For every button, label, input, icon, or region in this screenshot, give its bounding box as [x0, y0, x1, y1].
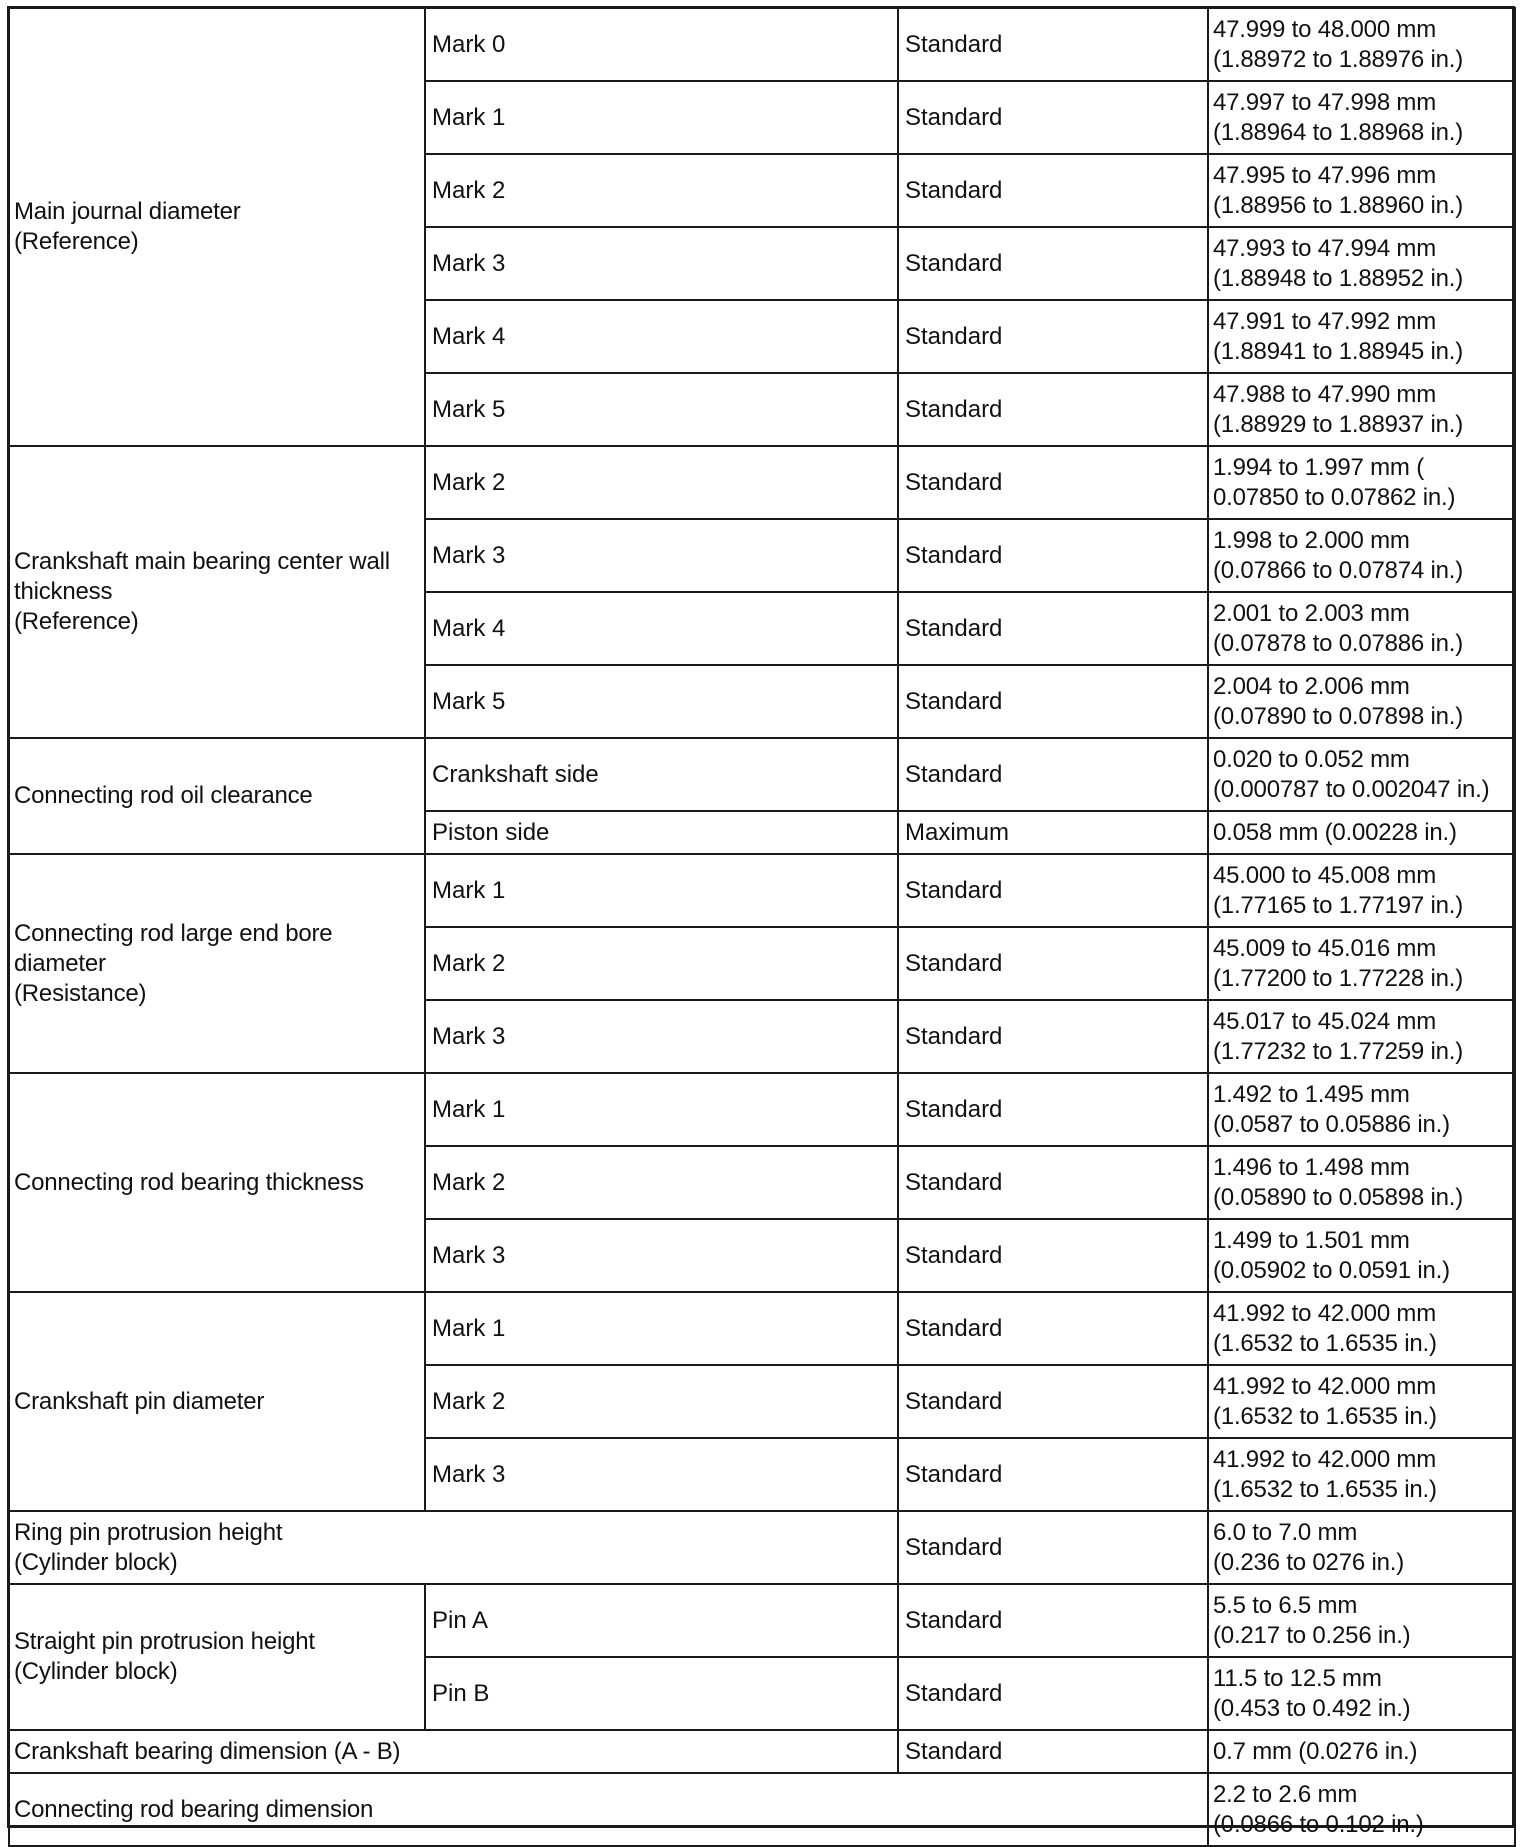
mark-cell: Piston side	[425, 811, 898, 854]
value-cell: 41.992 to 42.000 mm (1.6532 to 1.6535 in.)	[1208, 1365, 1515, 1438]
value-cell: 1.998 to 2.000 mm (0.07866 to 0.07874 in.)	[1208, 519, 1515, 592]
spec-type-cell: Standard	[898, 738, 1208, 811]
spec-type-cell: Standard	[898, 519, 1208, 592]
mark-cell: Mark 3	[425, 1438, 898, 1511]
parameter-label: Connecting rod bearing dimension	[9, 1773, 1208, 1846]
spec-type-cell: Standard	[898, 1219, 1208, 1292]
value-cell: 2.2 to 2.6 mm (0.0866 to 0.102 in.)	[1208, 1773, 1515, 1846]
value-cell: 47.997 to 47.998 mm (1.88964 to 1.88968 in.)	[1208, 81, 1515, 154]
value-cell: 0.020 to 0.052 mm (0.000787 to 0.002047 in.)	[1208, 738, 1515, 811]
spec-type-cell: Standard	[898, 446, 1208, 519]
table-row	[9, 1511, 1515, 1584]
spec-type-cell: Standard	[898, 665, 1208, 738]
parameter-label: Connecting rod oil clearance	[9, 738, 425, 854]
mark-cell: Mark 5	[425, 665, 898, 738]
table-row	[9, 738, 1515, 811]
value-cell: 45.009 to 45.016 mm (1.77200 to 1.77228 in.)	[1208, 927, 1515, 1000]
value-cell: 1.492 to 1.495 mm (0.0587 to 0.05886 in.)	[1208, 1073, 1515, 1146]
table-row	[9, 1073, 1515, 1146]
mark-cell: Mark 2	[425, 1365, 898, 1438]
spec-type-cell: Standard	[898, 300, 1208, 373]
mark-cell: Mark 3	[425, 519, 898, 592]
spec-type-cell: Standard	[898, 373, 1208, 446]
spec-type-cell: Standard	[898, 227, 1208, 300]
mark-cell: Mark 3	[425, 227, 898, 300]
spec-type-cell: Standard	[898, 1073, 1208, 1146]
value-cell: 5.5 to 6.5 mm (0.217 to 0.256 in.)	[1208, 1584, 1515, 1657]
table-row	[9, 1773, 1515, 1846]
value-cell: 1.499 to 1.501 mm (0.05902 to 0.0591 in.)	[1208, 1219, 1515, 1292]
mark-cell: Mark 2	[425, 927, 898, 1000]
mark-cell: Mark 3	[425, 1000, 898, 1073]
mark-cell: Mark 4	[425, 592, 898, 665]
parameter-label: Crankshaft pin diameter	[9, 1292, 425, 1511]
spec-type-cell: Standard	[898, 1584, 1208, 1657]
value-cell: 1.994 to 1.997 mm ( 0.07850 to 0.07862 in.)	[1208, 446, 1515, 519]
spec-type-cell: Standard	[898, 592, 1208, 665]
table-row	[9, 1730, 1515, 1773]
spec-type-cell: Standard	[898, 81, 1208, 154]
value-cell: 47.995 to 47.996 mm (1.88956 to 1.88960 in.)	[1208, 154, 1515, 227]
value-cell: 41.992 to 42.000 mm (1.6532 to 1.6535 in.)	[1208, 1438, 1515, 1511]
value-cell: 0.7 mm (0.0276 in.)	[1208, 1730, 1515, 1773]
value-cell: 2.004 to 2.006 mm (0.07890 to 0.07898 in.)	[1208, 665, 1515, 738]
value-cell: 47.988 to 47.990 mm (1.88929 to 1.88937 in.)	[1208, 373, 1515, 446]
parameter-label: Connecting rod large end bore diameter (Resistance)	[9, 854, 425, 1073]
table-row	[9, 1292, 1515, 1365]
spec-type-cell: Maximum	[898, 811, 1208, 854]
spec-type-cell: Standard	[898, 1511, 1208, 1584]
spec-type-cell: Standard	[898, 1146, 1208, 1219]
spec-type-cell: Standard	[898, 8, 1208, 81]
value-cell: 45.017 to 45.024 mm (1.77232 to 1.77259 in.)	[1208, 1000, 1515, 1073]
value-cell: 2.001 to 2.003 mm (0.07878 to 0.07886 in.)	[1208, 592, 1515, 665]
mark-cell: Pin B	[425, 1657, 898, 1730]
spec-type-cell: Standard	[898, 1000, 1208, 1073]
specification-table	[8, 7, 1516, 1847]
spec-type-cell: Standard	[898, 154, 1208, 227]
spec-type-cell: Standard	[898, 1365, 1208, 1438]
parameter-label: Ring pin protrusion height (Cylinder block)	[9, 1511, 898, 1584]
parameter-label: Straight pin protrusion height (Cylinder block)	[9, 1584, 425, 1730]
value-cell: 47.991 to 47.992 mm (1.88941 to 1.88945 in.)	[1208, 300, 1515, 373]
spec-type-cell: Standard	[898, 854, 1208, 927]
mark-cell: Mark 1	[425, 854, 898, 927]
mark-cell: Mark 1	[425, 81, 898, 154]
table-row	[9, 446, 1515, 519]
mark-cell: Mark 1	[425, 1073, 898, 1146]
parameter-label: Main journal diameter (Reference)	[9, 8, 425, 446]
mark-cell: Mark 2	[425, 154, 898, 227]
mark-cell: Mark 3	[425, 1219, 898, 1292]
mark-cell: Crankshaft side	[425, 738, 898, 811]
mark-cell: Mark 0	[425, 8, 898, 81]
value-cell: 47.993 to 47.994 mm (1.88948 to 1.88952 in.)	[1208, 227, 1515, 300]
value-cell: 6.0 to 7.0 mm (0.236 to 0276 in.)	[1208, 1511, 1515, 1584]
value-cell: 41.992 to 42.000 mm (1.6532 to 1.6535 in.)	[1208, 1292, 1515, 1365]
mark-cell: Mark 2	[425, 446, 898, 519]
table-row	[9, 8, 1515, 81]
mark-cell: Pin A	[425, 1584, 898, 1657]
mark-cell: Mark 1	[425, 1292, 898, 1365]
value-cell: 1.496 to 1.498 mm (0.05890 to 0.05898 in.)	[1208, 1146, 1515, 1219]
table-row	[9, 1584, 1515, 1657]
spec-type-cell: Standard	[898, 1657, 1208, 1730]
value-cell: 0.058 mm (0.00228 in.)	[1208, 811, 1515, 854]
spec-type-cell: Standard	[898, 1438, 1208, 1511]
table-row	[9, 854, 1515, 927]
spec-type-cell: Standard	[898, 927, 1208, 1000]
mark-cell: Mark 5	[425, 373, 898, 446]
mark-cell: Mark 4	[425, 300, 898, 373]
value-cell: 11.5 to 12.5 mm (0.453 to 0.492 in.)	[1208, 1657, 1515, 1730]
mark-cell: Mark 2	[425, 1146, 898, 1219]
parameter-label: Connecting rod bearing thickness	[9, 1073, 425, 1292]
parameter-label: Crankshaft main bearing center wall thickness (Reference)	[9, 446, 425, 738]
spec-type-cell: Standard	[898, 1730, 1208, 1773]
value-cell: 47.999 to 48.000 mm (1.88972 to 1.88976 in.)	[1208, 8, 1515, 81]
spec-type-cell: Standard	[898, 1292, 1208, 1365]
parameter-label: Crankshaft bearing dimension (A - B)	[9, 1730, 898, 1773]
value-cell: 45.000 to 45.008 mm (1.77165 to 1.77197 in.)	[1208, 854, 1515, 927]
